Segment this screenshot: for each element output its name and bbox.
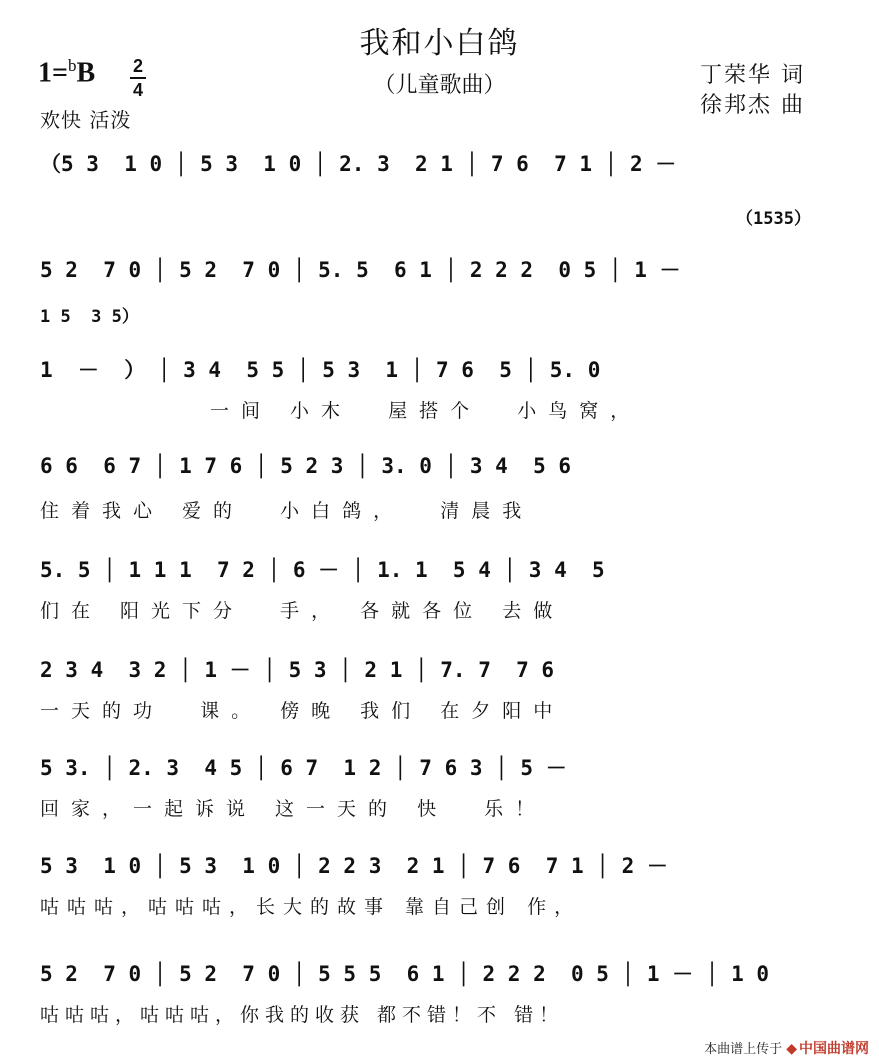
footer-text: 本曲谱上传于: [704, 1042, 783, 1057]
logo-icon: ◆: [786, 1041, 797, 1057]
notation-line: 5 3. │ 2. 3 4 5 │ 6 7 1 2 │ 7 6 3 │ 5 －: [40, 756, 567, 780]
upload-footer: [704, 1038, 869, 1058]
lyricist-credit: 丁荣华 词: [700, 63, 805, 88]
time-numerator: 2: [132, 56, 143, 76]
lyric-line: 一天的功 课。 傍晚 我们 在夕阳中: [40, 700, 565, 722]
lyric-line: 咕咕咕，咕咕咕，长大的故事 靠自己创 作，: [40, 896, 582, 918]
lyric-line: 回家，一起诉说 这一天的 快 乐！: [40, 798, 547, 820]
notation-line: 2 3 4 3 2 │ 1 － │ 5 3 │ 2 1 │ 7. 7 7 6: [40, 658, 555, 682]
lyric-line: 一间 小木 屋搭个 小鸟窝，: [210, 400, 642, 422]
notation-line: （5 3 1 0 │ 5 3 1 0 │ 2. 3 2 1 │ 7 6 7 1 │ 2 －: [40, 152, 677, 176]
lyric-line: 住着我心 爱的 小白鸽， 清晨我: [40, 500, 534, 522]
logo-text: 中国曲谱网: [799, 1041, 869, 1057]
song-subtitle: （儿童歌曲）: [373, 73, 506, 98]
flat-sign: b: [67, 56, 77, 75]
key-signature: [38, 56, 95, 89]
time-signature: [130, 56, 146, 100]
notation-line: 5 3 1 0 │ 5 3 1 0 │ 2 2 3 2 1 │ 7 6 7 1 │ 2 －: [40, 854, 668, 878]
lyric-line: 咕咕咕，咕咕咕，你我的收获 都不错！不 错！: [40, 1004, 565, 1026]
notation-line: 1 － ） │ 3 4 5 5 │ 5 3 1 │ 7 6 5 │ 5. 0: [40, 358, 601, 382]
lyric-line: 们在 阳光下分 手， 各就各位 去做: [40, 600, 565, 622]
cue-notes: （1535）: [736, 209, 811, 229]
time-divider: [130, 77, 146, 79]
notation-line: 5 2 7 0 │ 5 2 7 0 │ 5 5 5 6 1 │ 2 2 2 0 5 │ 1 － │ 1 0: [40, 962, 770, 986]
cue-notes: 1 5 3 5）: [40, 307, 139, 327]
composer-credit: 徐邦杰 曲: [700, 93, 805, 118]
notation-line: 5 2 7 0 │ 5 2 7 0 │ 5. 5 6 1 │ 2 2 2 0 5 │ 1 －: [40, 258, 681, 282]
time-denominator: 4: [132, 80, 143, 100]
notation-line: 6 6 6 7 │ 1 7 6 │ 5 2 3 │ 3. 0 │ 3 4 5 6: [40, 454, 572, 478]
key-note: B: [76, 57, 96, 89]
tempo-marking: 欢快 活泼: [40, 108, 132, 132]
site-logo[interactable]: [786, 1041, 869, 1057]
key-prefix: 1=: [38, 57, 68, 89]
notation-line: 5. 5 │ 1 1 1 7 2 │ 6 － │ 1. 1 5 4 │ 3 4 5: [40, 558, 605, 582]
song-title: 我和小白鸽: [359, 26, 520, 61]
